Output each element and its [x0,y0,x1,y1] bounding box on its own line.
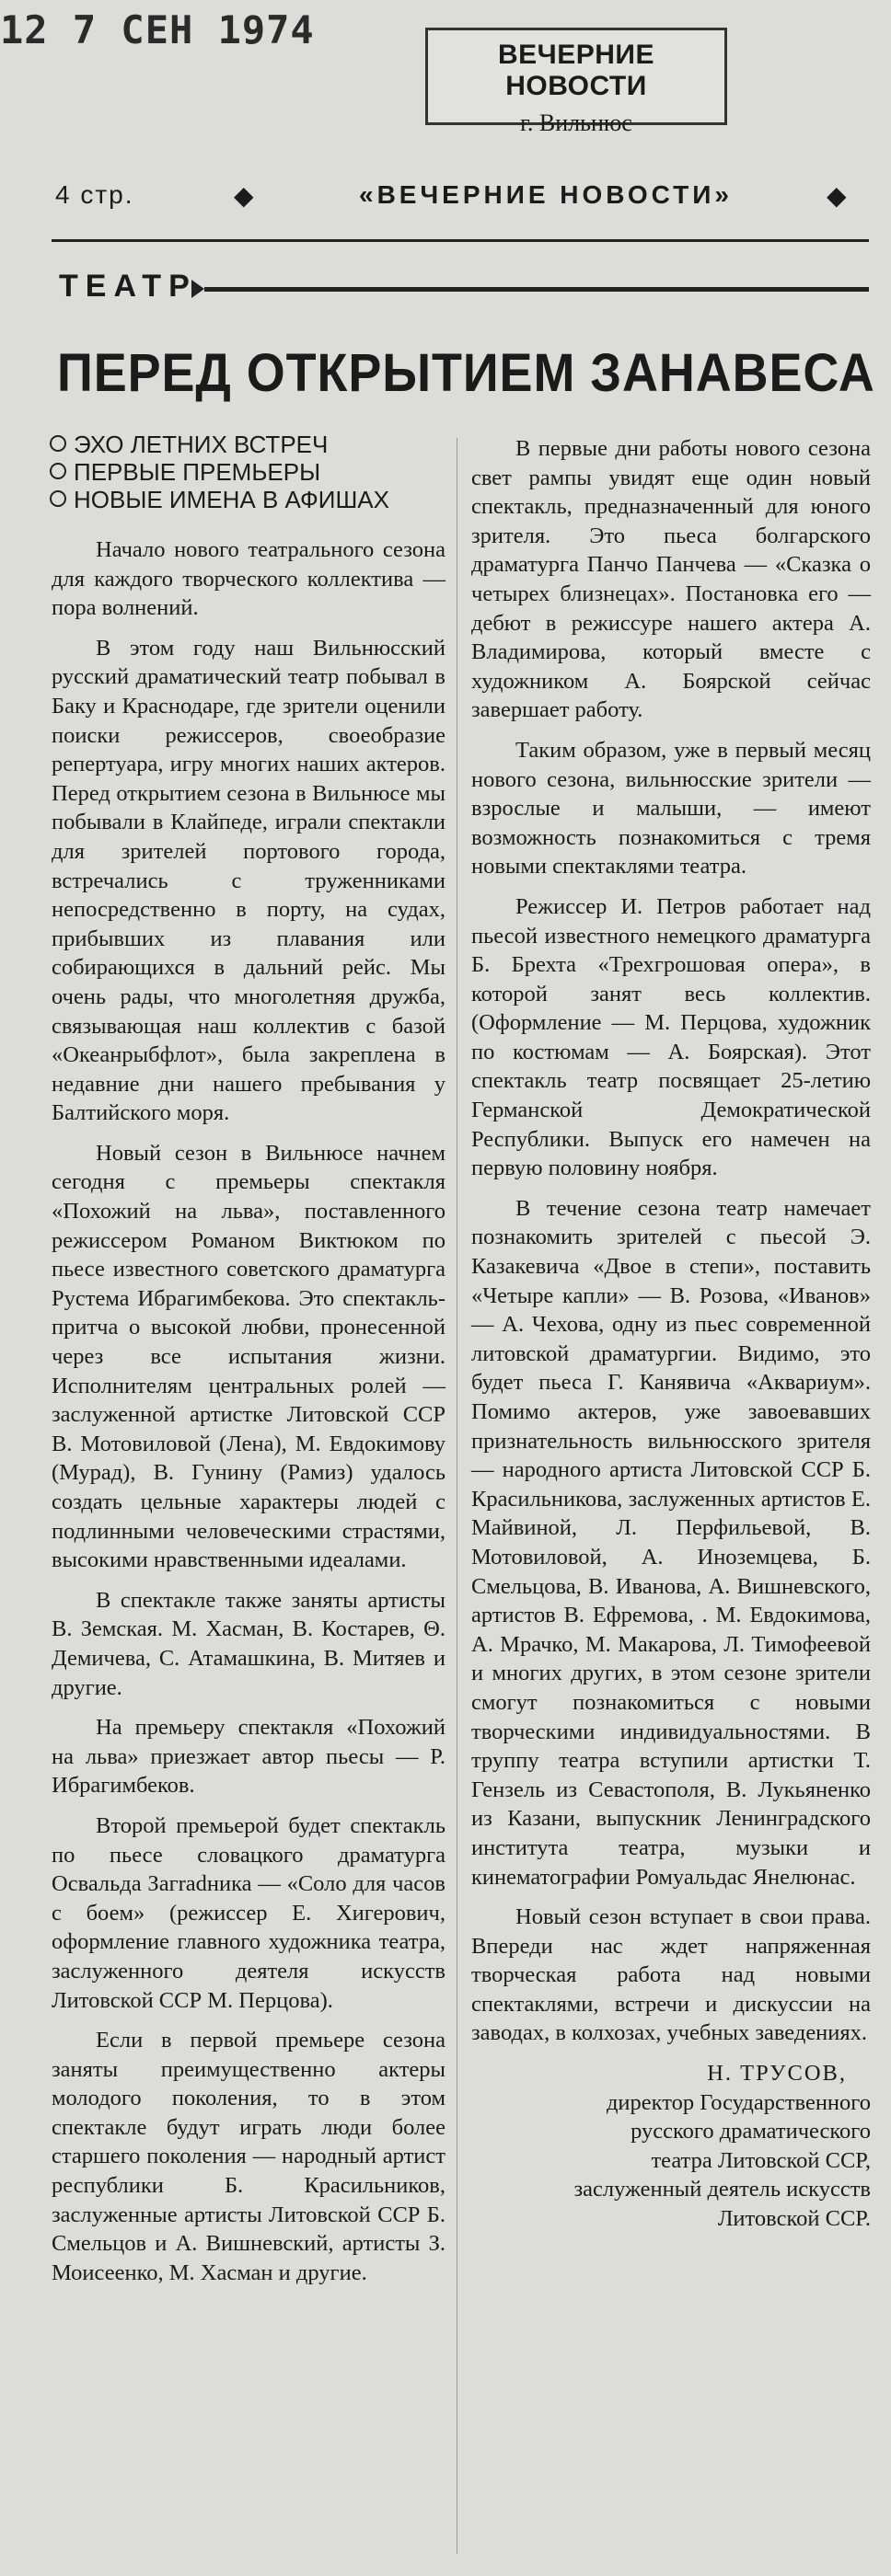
subhead-text: НОВЫЕ ИМЕНА В АФИШАХ [74,486,389,513]
paragraph: Таким образом, уже в первый месяц нового сезона, вильнюсские зрители — взрослые и малыши, — имеют возможность познакомиться с тремя новыми спектаклями театра. [471,737,871,880]
signature-title: русского драматического [631,2119,871,2145]
signature-title: Литовской ССР. [717,2206,871,2232]
stamp-city: г. Вильнюс [520,109,632,136]
paragraph: Новый сезон вступает в свои права. Впереди нас ждет напряженная творческая работа над новыми спектаклями, встречи и дискуссии на заводах, в колхозах, учебных заведениях. [471,1904,871,2046]
stamp-newspaper: ВЕЧЕРНИЕ НОВОСТИ [497,40,654,101]
diamond-icon: ◆ [827,181,849,210]
paragraph: В первые дни работы нового сезона свет рампы увидят еще один новый спектакль, предназначенный для юного зрителя. Это пьеса болгарского драматурга Панчо Панчева — «Сказка о четырех близнецах». Постановка его — дебют в режиссуре нашего актера А. Владимирова, который вместе с художником А. Боярской сейчас завершает работу. [471,436,871,723]
paragraph: Начало нового театрального сезона для каждого творческого коллектива — пора волнений. [52,537,446,621]
bullet-icon [50,463,66,479]
paragraph: В спектакле также заняты артисты В. Земская. М. Хасман, В. Костарев, Θ. Демичева, С. Атамашкина, В. Митяев и другие. [52,1587,446,1700]
subhead-text: ПЕРВЫЕ ПРЕМЬЕРЫ [74,458,321,486]
bullet-icon [50,490,66,507]
page-number: 4 стр. [55,180,134,209]
subhead-item [50,458,455,486]
article-right-column [471,434,871,2234]
stamp-date: 12 7 СЕН 1974 [0,7,315,52]
paragraph: Если в первой премьере сезона заняты преимущественно актеры молодого поколения, то в этом спектакле будут играть люди более старшего поколения — народный артист республики Б. Красильников, заслуженные артисты Литовской ССР Б. Смельцов и А. Вишневский, артисты З. Моисеенко, М. Хасман и другие. [52,2028,446,2285]
archive-stamp [425,28,727,136]
header-rule [52,239,869,242]
paragraph: На премьеру спектакля «Похожий на льва» приезжает автор пьесы — Р. Ибрагимбеков. [52,1715,446,1799]
article-left-column [52,535,446,2298]
signature-title: директор Государственного [606,2089,871,2115]
rubric: ТЕАТР [59,269,197,304]
bullet-icon [50,435,66,452]
subhead-item [50,486,455,513]
headline: ПЕРЕД ОТКРЫТИЕМ ЗАНАВЕСА [57,343,875,403]
paragraph: Второй премьерой будет спектакль по пьесе словацкого драматурга Освальда Загradника — «Соло для часов с боем» (режиссер Е. Хигерович, оформление главного художника театра, заслуженного деятеля искусств Литовской ССР М. Перцова). [52,1812,446,2013]
paragraph: Режиссер И. Петров работает над пьесой известного немецкого драматурга Б. Брехта «Трехгрошовая опера», в которой занят весь коллектив. (Оформление — М. Перцова, художник по костюмам — А. Боярская). Этот спектакль театр посвящает 25-летию Германской Демократической Республики. Выпуск его намечен на первую половину ноября. [471,893,871,1181]
rubric-rule [204,287,869,292]
signature [471,2059,871,2234]
signature-title: театра Литовской ССР, [651,2147,871,2173]
signature-name: Н. ТРУСОВ, [707,2061,847,2087]
newspaper-name: «ВЕЧЕРНИЕ НОВОСТИ» [359,180,733,209]
signature-title: заслуженный деятель искусств [573,2177,871,2202]
paragraph: В этом году наш Вильнюсский русский драматический театр побывал в Баку и Краснодаре, где зрители оценили поиски режиссеров, своеобразие репертуара, игру многих наших актеров. Перед открытием сезона в Вильнюсе мы побывали в Клайпеде, играли спектакли для зрителей портового города, встречались с труженниками непосредственно в порту, на судах, прибывших из плавания или собирающихся в дальний рейс. Мы очень рады, что многолетняя дружба, связывающая наш коллектив с базой «Океанрыбфлот», была закреплена в недавние дни нашего пребывания у Балтийского моря. [52,635,446,1126]
paragraph: В течение сезона театр намечает познакомить зрителей с пьесой Э. Казакевича «Двое в степи», поставить «Четыре капли» — В. Розова, «Иванов» — А. Чехова, одну из пьес современной литовской драматургии. Видимо, это будет пьеса Г. Канявича «Аквариум». Помимо актеров, уже завоевавших признательность вильнюсского зрителя — народного артиста Литовской ССР Б. Красильникова, заслуженных артистов Е. Майвиной, Л. Перфильевой, В. Мотовиловой, А. Иноземцева, Б. Смельцова, В. Иванова, А. Вишневского, артистов В. Ефремова, . М. Евдокимова, А. Мрачко, М. Макарова, Л. Тимофеевой и многих других, в этом сезоне зрители смогут познакомиться с новыми творческими индивидуальностями. В труппу театра вступили артистки Т. Гензель из Севастополя, В. Лукьяненко из Казани, выпускник Ленинградского института театра, музыки и кинематографии Ромуальдас Янелюнас. [471,1195,871,1890]
subhead-text: ЭХО ЛЕТНИХ ВСТРЕЧ [74,431,329,458]
paragraph: Новый сезон в Вильнюсе начнем сегодня с премьеры спектакля «Похожий на льва», поставленного режиссером Романом Виктюком по пьесе известного советского драматурга Рустема Ибрагимбекова. Это спектакль-притча о высокой любви, пронесенной через все испытания жизни. Исполнителям центральных ролей — заслуженной артистке Литовской ССР В. Мотовиловой (Лена), М. Евдокимову (Мурад), В. Гунину (Рамиз) удалось создать цельные характеры людей с подлинными человеческими страстями, высокими нравственными идеалами. [52,1140,446,1573]
diamond-icon: ◆ [234,181,256,210]
subheads [50,431,455,513]
subhead-item [50,431,455,458]
